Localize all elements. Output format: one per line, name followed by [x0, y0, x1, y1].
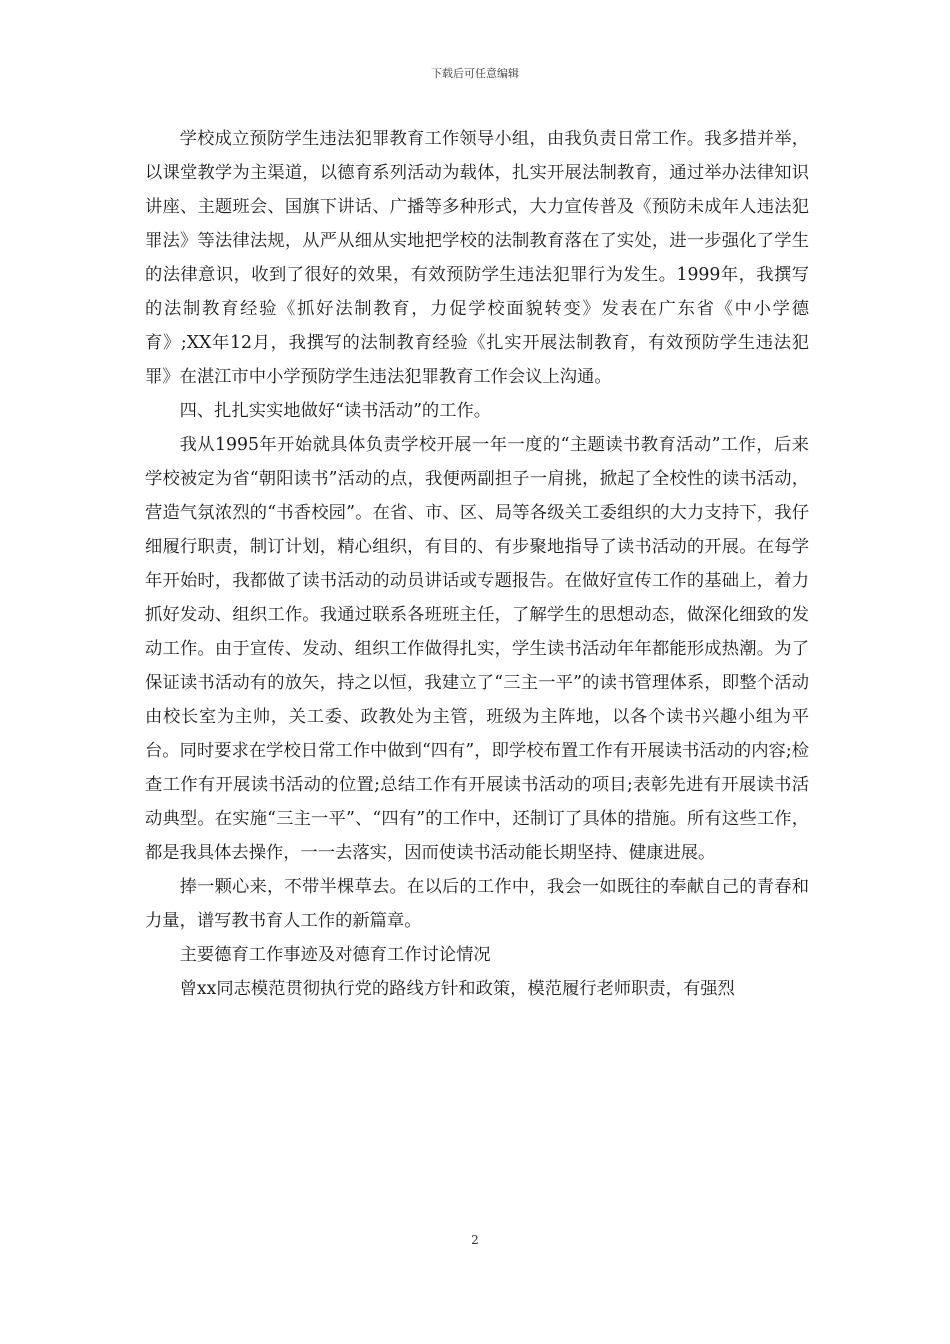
paragraph-reading-activity: 我从1995年开始就具体负责学校开展一年一度的“主题读书教育活动”工作，后来学校被定为省“朝阳读书”活动的点，我便两副担子一肩挑，掀起了全校性的读书活动，营造气氛浓烈的“书香校园”。在省、市、区、局等各级关工委组织的大力支持下，我仔细履行职责，制订计划，精心组织，有目的、有步聚地指导了读书活动的开展。在每学年开始时，我都做了读书活动的动员讲话或专题报告。在做好宣传工作的基础上，着力抓好发动、组织工作。我通过联系各班班主任，了解学生的思想动态，做深化细致的发动工作。由于宣传、发动、组织工作做得扎实，学生读书活动年年都能形成热潮。为了保证读书活动有的放矢，持之以恒，我建立了“三主一平”的读书管理体系，即整个活动由校长室为主帅，关工委、政教处为主管，班级为主阵地，以各个读书兴趣小组为平台。同时要求在学校日常工作中做到“四有”，即学校布置工作有开展读书活动的内容;检查工作有开展读书活动的位置;总结工作有开展读书活动的项目;表彰先进有开展读书活动典型。在实施“三主一平”、“四有”的工作中，还制订了具体的措施。所有这些工作，都是我具体去操作，一一去落实，因而使读书活动能长期坚持、健康进展。 — [145, 435, 809, 863]
paragraph-intro: 曾xx同志模范贯彻执行党的路线方针和政策，模范履行老师职责，有强烈 — [179, 979, 735, 999]
paragraph-section-title: 主要德育工作事迹及对德育工作讨论情况 — [179, 945, 491, 965]
page-number: 2 — [471, 1233, 479, 1247]
paragraph-heading-reading: 四、扎扎实实地做好“读书活动”的工作。 — [179, 401, 492, 421]
paragraph-closing: 捧一颗心来，不带半棵草去。在以后的工作中，我会一如既往的奉献自己的青春和力量，谱写教书育人工作的新篇章。 — [145, 877, 809, 931]
body-text — [145, 122, 809, 1006]
header-note: 下载后可任意编辑 — [431, 67, 519, 80]
paragraph-legal-education: 学校成立预防学生违法犯罪教育工作领导小组，由我负责日常工作。我多措并举，以课堂教学为主渠道，以德育系列活动为载体，扎实开展法制教育，通过举办法律知识讲座、主题班会、国旗下讲话、广播等多种形式，大力宣传普及《预防未成年人违法犯罪法》等法律法规，从严从细从实地把学校的法制教育落在了实处，进一步强化了学生的法律意识，收到了很好的效果，有效预防学生违法犯罪行为发生。1999年，我撰写的法制教育经验《抓好法制教育，力促学校面貌转变》发表在广东省《中小学德育》;XX年12月，我撰写的法制教育经验《扎实开展法制教育，有效预防学生违法犯罪》在湛江市中小学预防学生违法犯罪教育工作会议上沟通。 — [145, 129, 809, 387]
